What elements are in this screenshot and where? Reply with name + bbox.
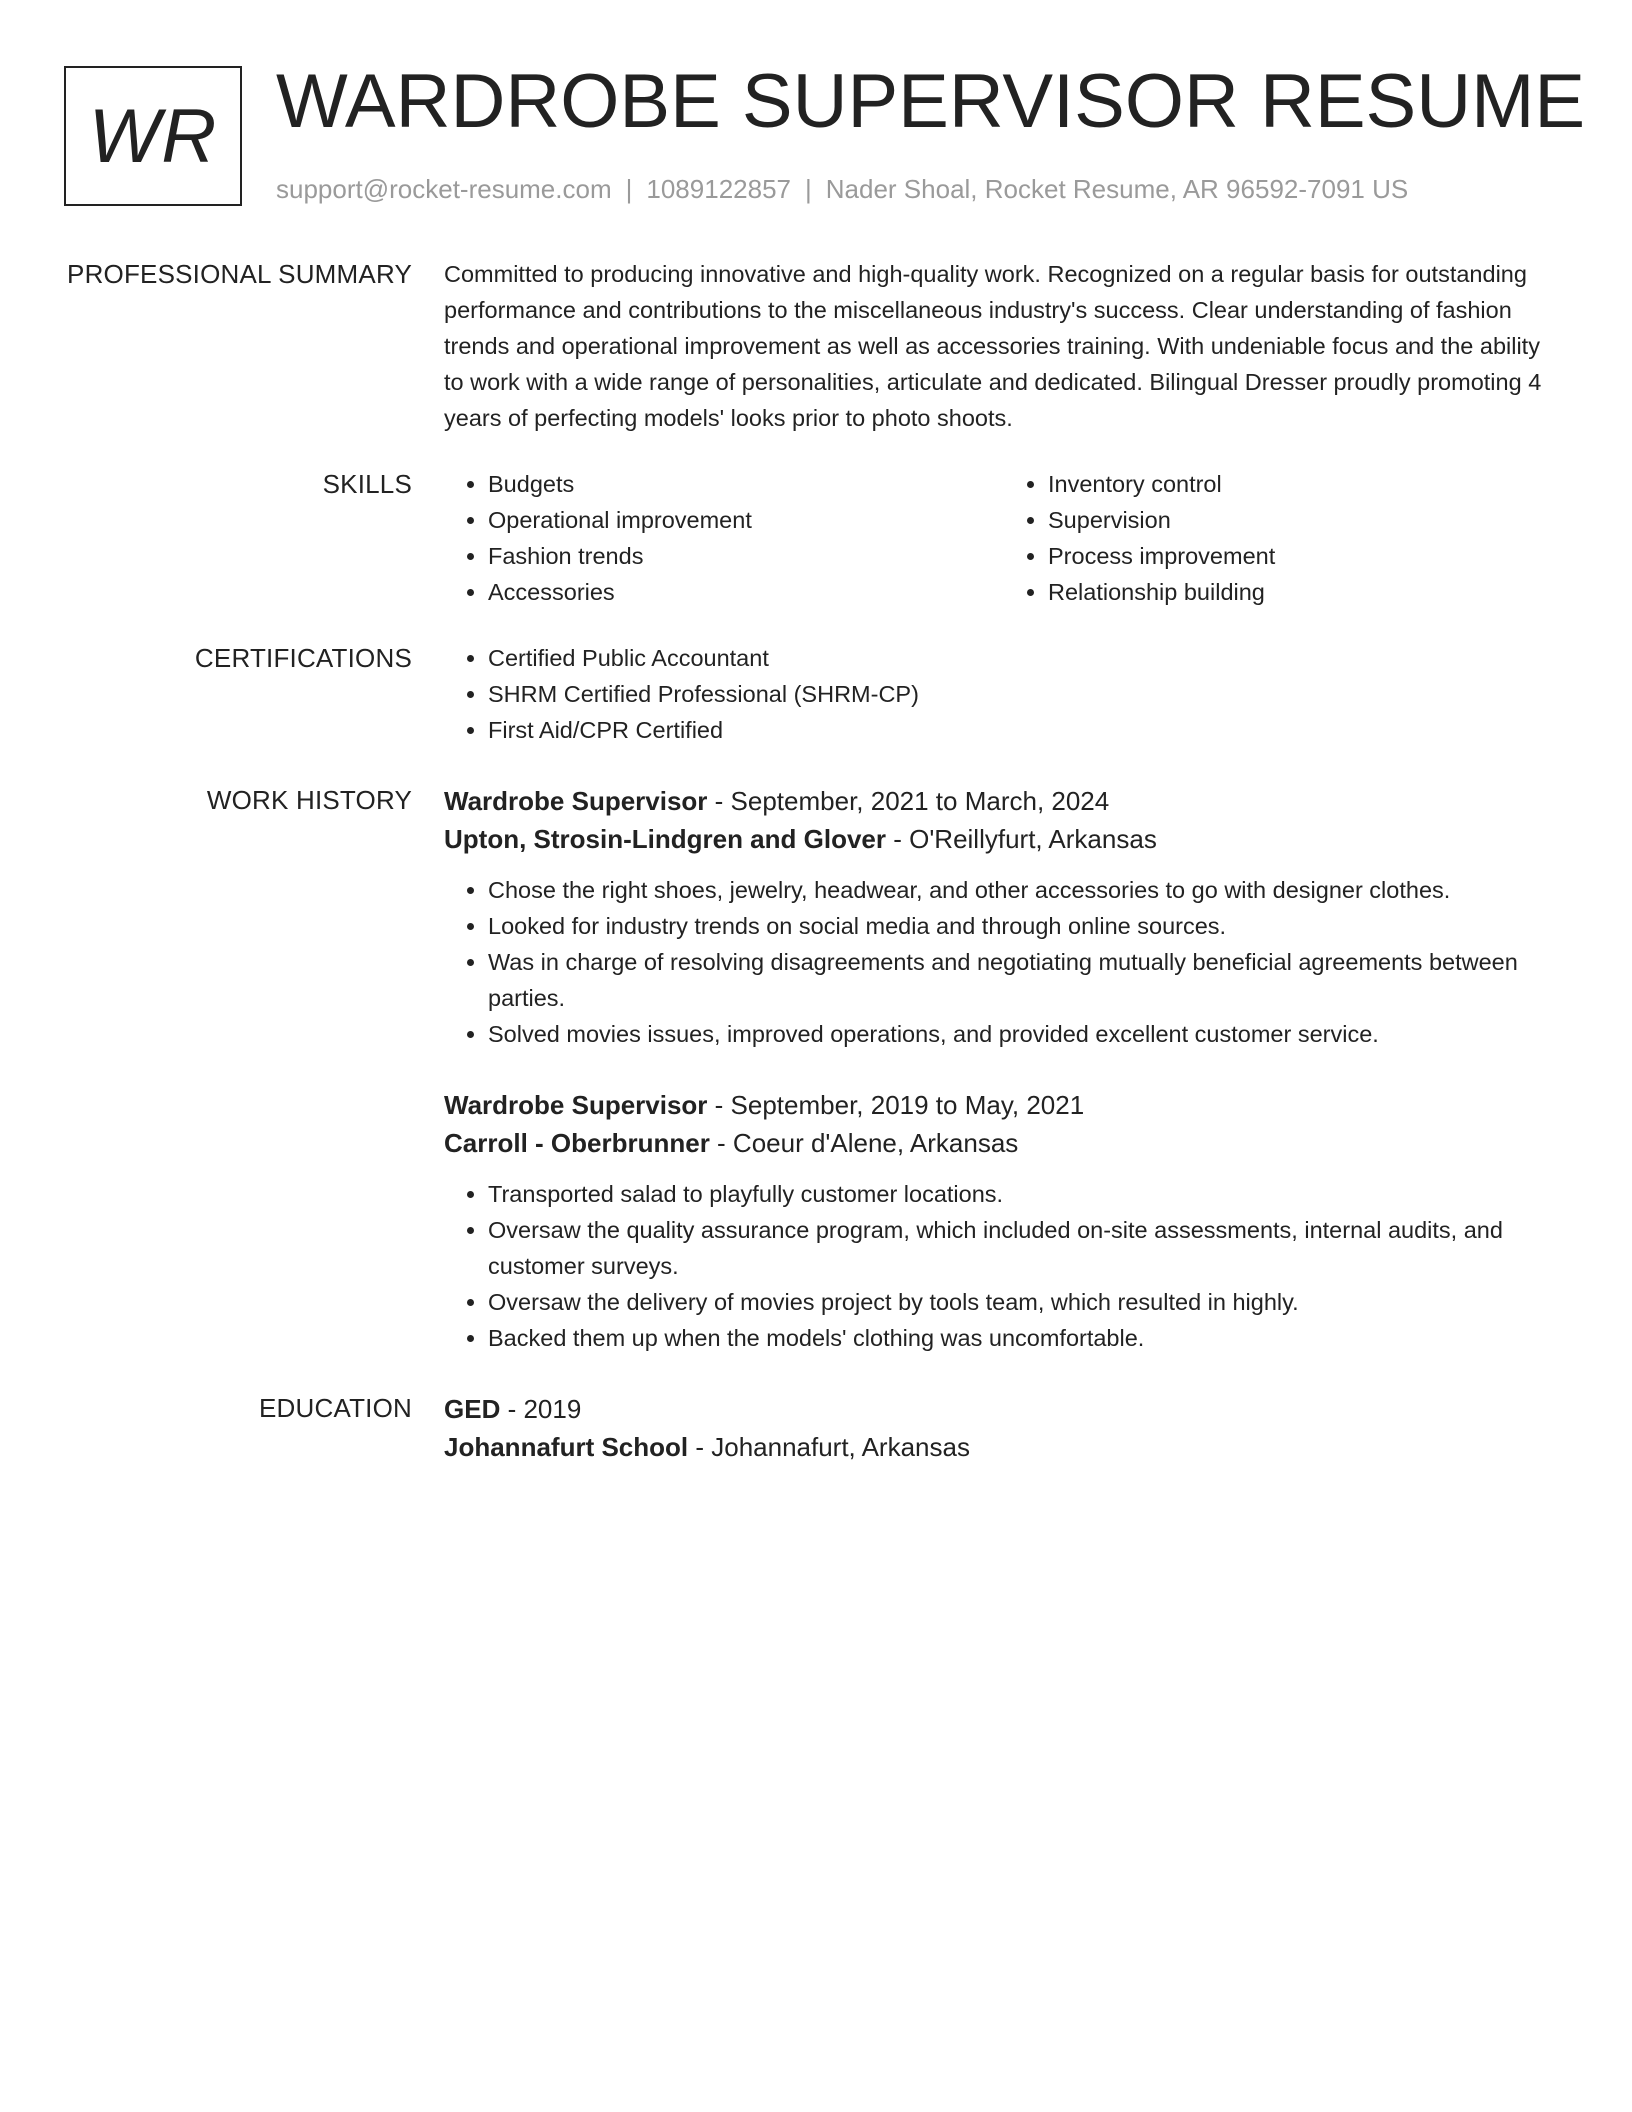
contact-line [276, 172, 1408, 206]
skill-item: • Accessories [488, 574, 1004, 610]
job-title-line [444, 782, 1564, 820]
skill-item: • Operational improvement [488, 502, 1004, 538]
job-entry [444, 782, 1564, 1052]
work-history-body [444, 782, 1564, 1356]
job-company: Upton, Strosin-Lindgren and Glover [444, 824, 886, 854]
job-duty: • Oversaw the quality assurance program, which included on-site assessments, internal audits, and customer surveys. [488, 1212, 1564, 1284]
contact-phone: 1089122857 [646, 174, 791, 204]
education-body [444, 1390, 1564, 1466]
education-year: - 2019 [500, 1394, 582, 1424]
job-duty: • Was in charge of resolving disagreements and negotiating mutually beneficial agreements between parties. [488, 944, 1564, 1016]
certification-item: • SHRM Certified Professional (SHRM-CP) [488, 676, 1564, 712]
job-company-line [444, 820, 1564, 858]
skill-item: • Relationship building [1048, 574, 1564, 610]
skill-item: • Process improvement [1048, 538, 1564, 574]
job-dates: - September, 2019 to May, 2021 [707, 1090, 1085, 1120]
job-dates: - September, 2021 to March, 2024 [707, 786, 1110, 816]
job-duties [444, 872, 1564, 1052]
monogram-logo [64, 66, 242, 206]
skill-item: • Inventory control [1048, 466, 1564, 502]
certification-item: • First Aid/CPR Certified [488, 712, 1564, 748]
education-school-line [444, 1428, 1564, 1466]
job-company-line [444, 1124, 1564, 1162]
job-duty: • Chose the right shoes, jewelry, headwear, and other accessories to go with designer clothes. [488, 872, 1564, 908]
contact-separator: | [625, 174, 633, 204]
job-duties [444, 1176, 1564, 1356]
job-duty: • Backed them up when the models' clothing was uncomfortable. [488, 1320, 1564, 1356]
summary-heading: PROFESSIONAL SUMMARY [67, 259, 412, 289]
job-duty: • Transported salad to playfully customer locations. [488, 1176, 1564, 1212]
education-location: - Johannafurt, Arkansas [688, 1432, 970, 1462]
job-title: Wardrobe Supervisor [444, 786, 708, 816]
job-duty: • Solved movies issues, improved operations, and provided excellent customer service. [488, 1016, 1564, 1052]
summary-text: Committed to producing innovative and high-quality work. Recognized on a regular basis for outstanding performance and contributions to the miscellaneous industry's success. Clear understanding of fashion trends and operational improvement as well as accessories training. With undeniable focus and the ability to work with a wide range of personalities, articulate and dedicated. Bilingual Dresser proudly promoting 4 years of perfecting models' looks prior to photo shoots. [444, 261, 1542, 431]
contact-email: support@rocket-resume.com [276, 174, 612, 204]
job-location: - O'Reillyfurt, Arkansas [886, 824, 1157, 854]
certifications-list [444, 640, 1564, 748]
contact-separator: | [805, 174, 812, 204]
certifications-heading: CERTIFICATIONS [194, 643, 412, 673]
certification-item: • Certified Public Accountant [488, 640, 1564, 676]
education-heading: EDUCATION [259, 1393, 412, 1423]
job-company: Carroll - Oberbrunner [444, 1128, 710, 1158]
job-duty: • Looked for industry trends on social media and through online sources. [488, 908, 1564, 944]
skill-item: • Supervision [1048, 502, 1564, 538]
work-history-heading: WORK HISTORY [206, 785, 412, 815]
resume-title: WARDROBE SUPERVISOR RESUME [276, 59, 1586, 144]
contact-address: Nader Shoal, Rocket Resume, AR 96592-7091 US [825, 174, 1409, 204]
monogram-text: WR [88, 93, 218, 179]
job-title-line [444, 1086, 1564, 1124]
job-title: Wardrobe Supervisor [444, 1090, 708, 1120]
education-school: Johannafurt School [444, 1432, 689, 1462]
skills-body [444, 466, 1564, 610]
job-entry [444, 1086, 1564, 1356]
job-location: - Coeur d'Alene, Arkansas [709, 1128, 1019, 1158]
job-duty: • Oversaw the delivery of movies project by tools team, which resulted in highly. [488, 1284, 1564, 1320]
skills-list-left [444, 466, 1004, 610]
education-degree-line [444, 1390, 1564, 1428]
skills-heading: SKILLS [322, 469, 412, 499]
summary-body [444, 256, 1564, 436]
skill-item: • Budgets [488, 466, 1004, 502]
skills-list-right [1004, 466, 1564, 610]
certifications-body [444, 640, 1564, 748]
education-degree: GED [444, 1394, 501, 1424]
skill-item: • Fashion trends [488, 538, 1004, 574]
